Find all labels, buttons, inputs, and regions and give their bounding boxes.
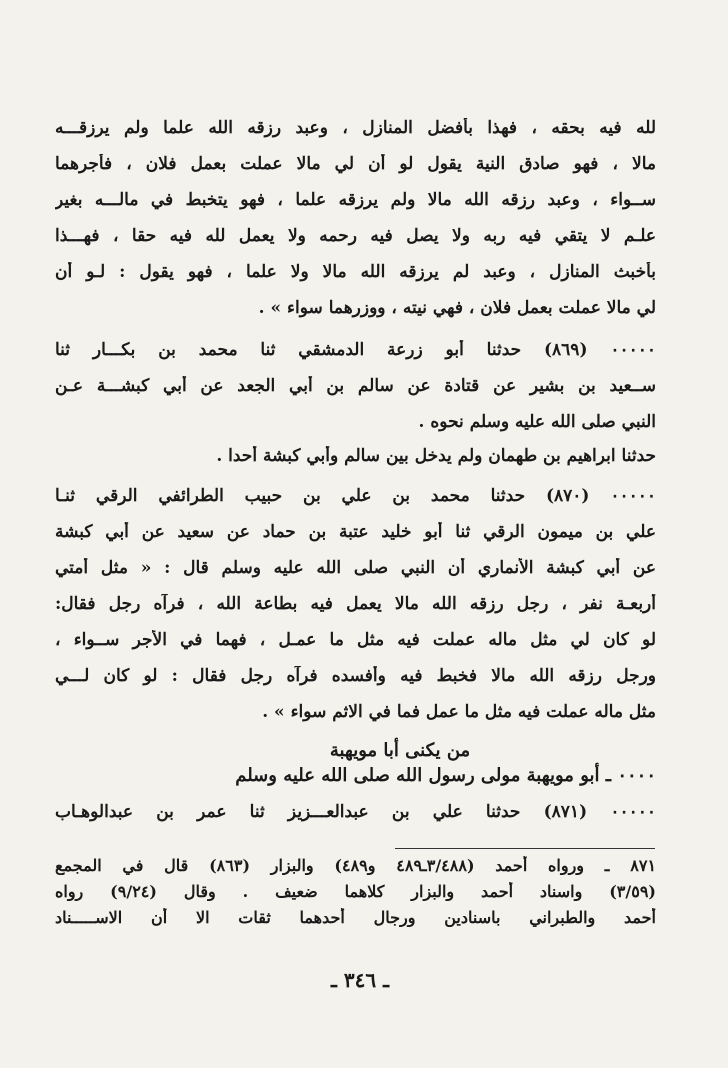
text-line: ٠٠٠٠٠ (٨٦٩) حدثنا أبو زرعة الدمشقي ثنا محمد بن بكـــار ثنا [55, 340, 656, 360]
text-line: ســواء ، وعبد رزقه الله مالا ولم يرزقه علما ، فهو يتخبط في مالـــه بغير [55, 190, 656, 210]
text-line: بأخبث المنازل ، وعبد لم يرزقه الله مالا ولا علما ، فهو يقول : لـو أن [55, 262, 656, 282]
text-line: أربعـة نفر ، رجل رزقه الله مالا يعمل فيه بطاعة الله ، فرآه رجل فقال: [55, 594, 656, 614]
footnote-line: (٣/٥٩) واسناد أحمد والبزار كلاهما ضعيف . وقال (٩/٢٤) رواه [55, 882, 656, 901]
text-line: لله فيه بحقه ، فهذا بأفضل المنازل ، وعبد رزقه الله علما ولم يرزقـــه [55, 118, 656, 138]
footnote-divider [395, 848, 655, 849]
text-line: ســعيد بن بشير عن قتادة عن سالم بن أبي الجعد عن أبي كبشـــة عـن [55, 376, 656, 396]
page-number: ـ ٣٤٦ ـ [331, 968, 389, 992]
text-line: علي بن ميمون الرقي ثنا أبو خليد عتبة بن حماد عن سعيد عن أبي كبشة [55, 522, 656, 542]
text-line: النبي صلى الله عليه وسلم نحوه . [418, 412, 656, 432]
text-line: علـم لا يتقي فيه ربه ولا يصل فيه رحمه ولا يعمل لله فيه حقا ، فهـــذا [55, 226, 656, 246]
text-line: لو كان لي مثل ماله عملت فيه مثل ما عمـل ، فهما في الأجر ســواء ، [55, 630, 656, 650]
narration-note: حدثنا ابراهيم بن طهمان ولم يدخل بين سالم وأبي كبشة أحدا . [216, 446, 656, 466]
text-line: لي مالا عملت بعمل فلان ، فهي نيته ، ووزرهما سواء » . [258, 298, 656, 318]
section-subheading: ٠٠٠٠ ـ أبو مويهبة مولى رسول الله صلى الله عليه وسلم [235, 765, 656, 786]
text-line: عن أبي كبشة الأنماري أن النبي صلى الله عليه وسلم قال : « مثل أمتي [55, 558, 656, 578]
text-line: مثل ماله عملت فيه مثل ما عمل فما في الاثم سواء » . [262, 702, 656, 722]
text-line: ٠٠٠٠٠ (٨٧٠) حدثنا محمد بن علي بن حبيب الطرائفي الرقي ثنـا [55, 486, 656, 506]
text-line: ورجل رزقه الله مالا فخبط فيه وأفسده فرآه رجل فقال : لو كان لـــي [55, 666, 656, 686]
section-heading: من يكنى أبا مويهبة [329, 740, 471, 761]
footnote-line: ٨٧١ ـ ورواه أحمد (٣/٤٨٨ـ٤٨٩ و٤٨٩) والبزار (٨٦٣) قال في المجمع [55, 856, 656, 875]
text-line: مالا ، فهو صادق النية يقول لو أن لي مالا عملت بعمل فلان ، فأجرهما [55, 154, 656, 174]
hadith-871: ٠٠٠٠٠ (٨٧١) حدثنا علي بن عبدالعـــزيز ثنا عمر بن عبدالوهـاب [55, 802, 656, 822]
footnote-line: أحمد والطبراني باسنادين ورجال أحدهما ثقات الا أن الاســـــناد [55, 908, 656, 927]
